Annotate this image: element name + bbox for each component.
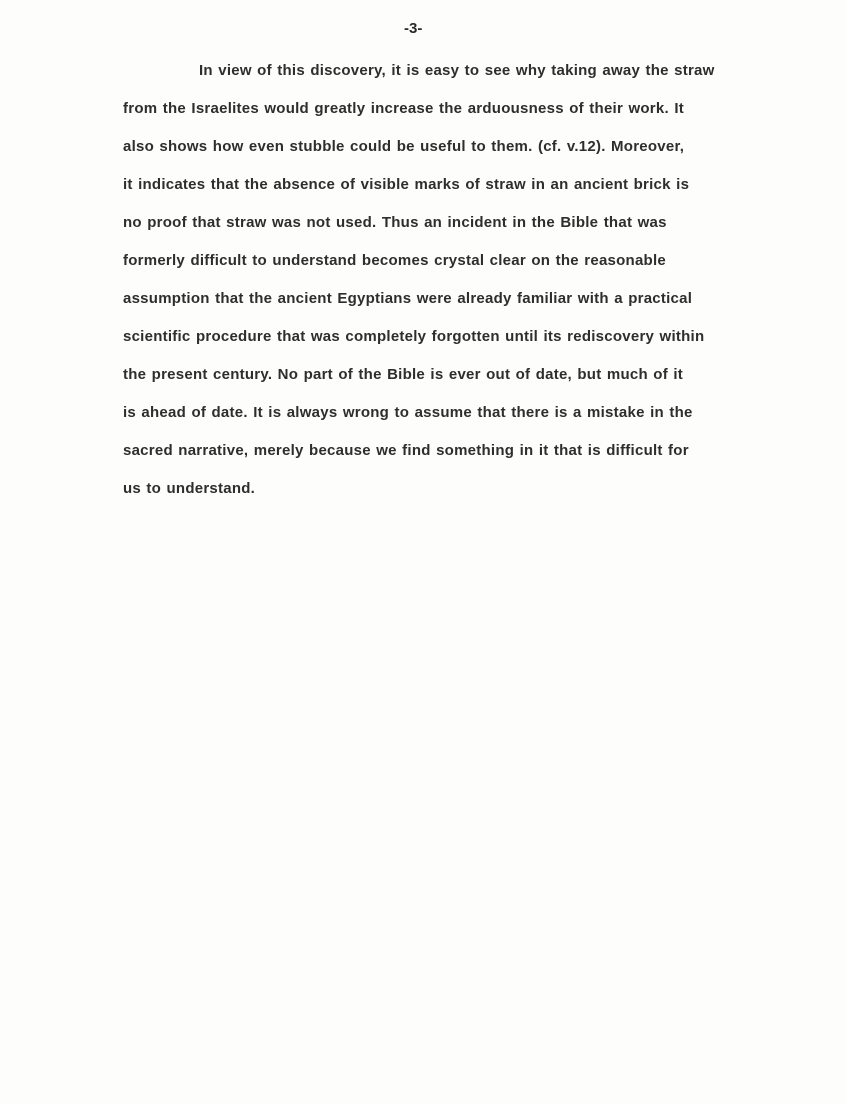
text-line: it indicates that the absence of visible marks of straw in an ancient brick is xyxy=(123,176,690,193)
text-line: assumption that the ancient Egyptians were already familiar with a practical xyxy=(123,290,693,307)
text-line: the present century. No part of the Bible is ever out of date, but much of it xyxy=(123,366,684,383)
text-line: scientific procedure that was completely forgotten until its rediscovery within xyxy=(123,328,705,345)
text-line: also shows how even stubble could be useful to them. (cf. v.12). Moreover, xyxy=(123,138,685,155)
text-line: is ahead of date. It is always wrong to assume that there is a mistake in the xyxy=(123,404,693,421)
page-number: -3- xyxy=(404,20,423,37)
text-line: us to understand. xyxy=(123,480,256,497)
text-line: from the Israelites would greatly increase the arduousness of their work. It xyxy=(123,100,684,117)
text-line: In view of this discovery, it is easy to see why taking away the straw xyxy=(199,62,715,79)
text-line: sacred narrative, merely because we find something in it that is difficult for xyxy=(123,442,689,459)
text-line: no proof that straw was not used. Thus an incident in the Bible that was xyxy=(123,214,667,231)
text-line: formerly difficult to understand becomes crystal clear on the reasonable xyxy=(123,252,666,269)
